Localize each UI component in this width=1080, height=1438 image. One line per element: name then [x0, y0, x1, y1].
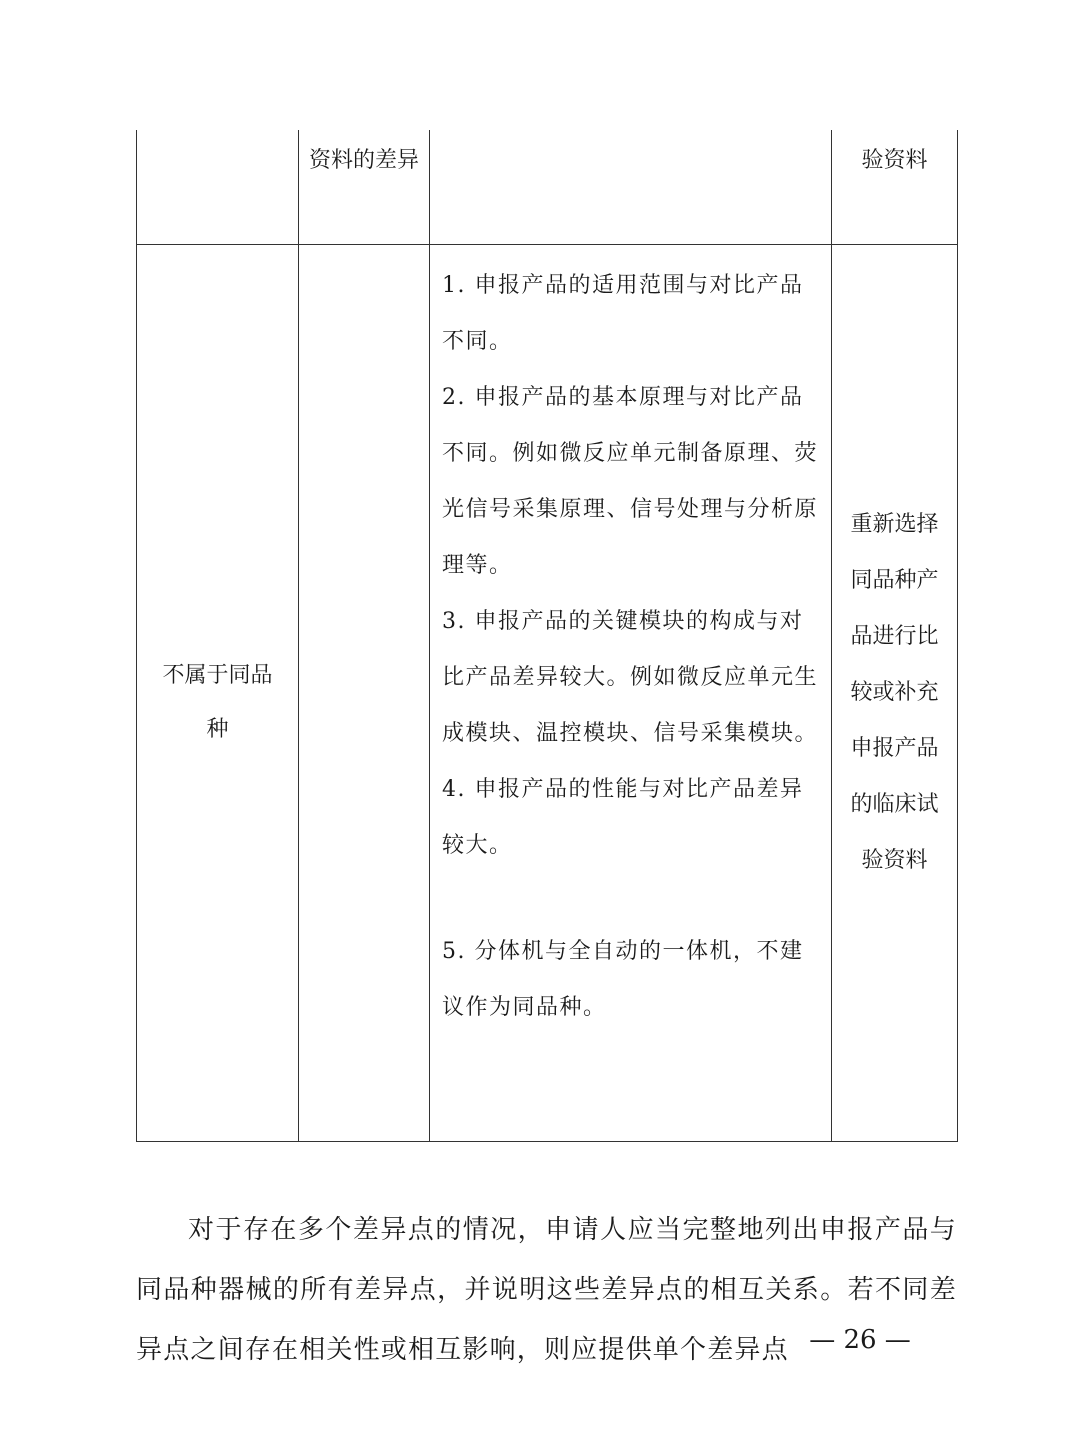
difference-item-2: 2. 申报产品的基本原理与对比产品不同。例如微反应单元制备原理、荧光信号采集原理、信号处理与分析原理等。	[442, 384, 819, 578]
page-number: — 26 —	[809, 1325, 911, 1355]
table-cell-category	[137, 244, 299, 1142]
difference-item-1: 1. 申报产品的适用范围与对比产品不同。	[442, 272, 804, 354]
body-paragraph: 对于存在多个差异点的情况，申请人应当完整地列出申报产品与同品种器械的所有差异点，并说明这些差异点的相互关系。若不同差异点之间存在相关性或相互影响，则应提供单个差异点	[136, 1215, 957, 1365]
table-cell-empty	[430, 130, 832, 244]
category-label: 不属于同品种	[162, 662, 273, 742]
table-cell-difference-label: 资料的差异	[299, 130, 430, 244]
table-cell-empty	[137, 130, 299, 244]
table-cell-requirement: 重新选择同品种产品进行比较或补充申报产品的临床试验资料	[832, 244, 958, 1142]
table-cell-clinical-label: 验资料	[832, 130, 958, 244]
comparison-table	[136, 130, 958, 1142]
difference-item-5: 5. 分体机与全自动的一体机，不建议作为同品种。	[442, 938, 804, 1020]
table-row-not-same-type	[137, 244, 958, 1142]
difference-item-4: 4. 申报产品的性能与对比产品差异较大。	[442, 776, 804, 858]
difference-item-3: 3. 申报产品的关键模块的构成与对比产品差异较大。例如微反应单元生成模块、温控模块、信号采集模块。	[442, 608, 819, 746]
table-row-header-continuation	[137, 130, 958, 244]
table-cell-empty	[299, 244, 430, 1142]
table-cell-difference-list	[430, 244, 832, 1142]
